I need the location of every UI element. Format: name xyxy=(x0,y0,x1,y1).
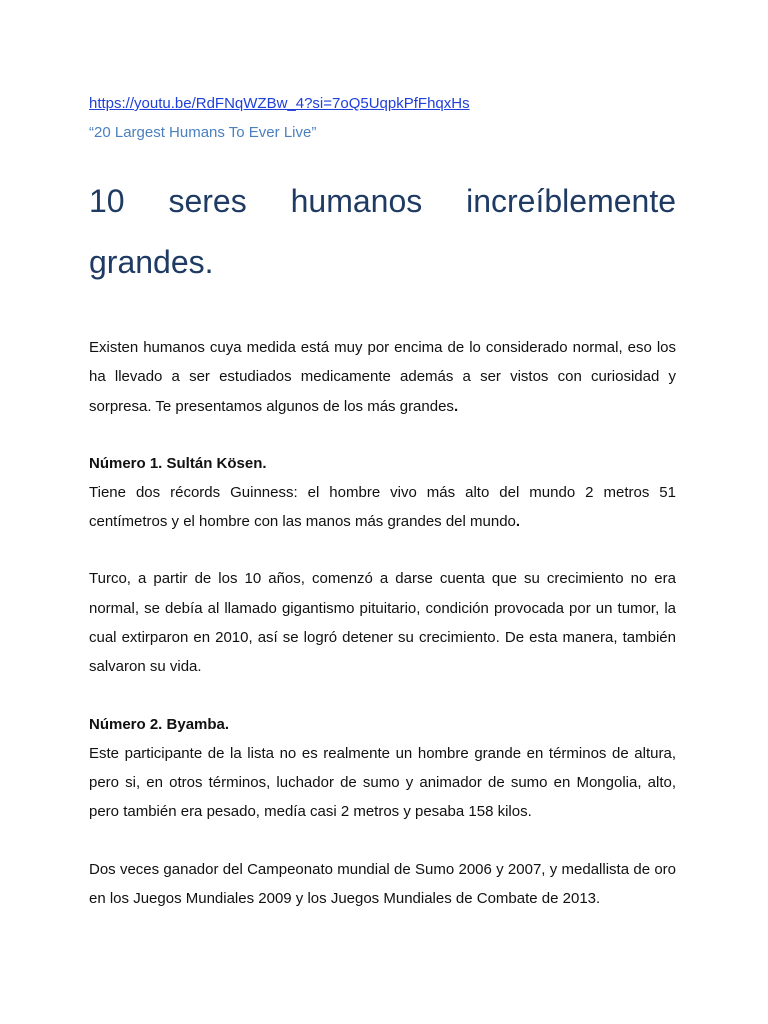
intro-text: Existen humanos cuya medida está muy por encima de lo considerado normal, eso los ha llevado a ser estudiados medicamente además a ser vistos con curiosidad y sorpresa. Te presentamos algunos de los más grandes xyxy=(89,339,676,415)
intro-end-mark: . xyxy=(453,397,459,415)
section-heading-1: Número 1. Sultán Kösen. xyxy=(89,454,267,472)
section-1-paragraph-1-text: Tiene dos récords Guinness: el hombre vivo más alto del mundo 2 metros 51 centímetros y el hombre con las manos más grandes del mundo xyxy=(89,483,676,531)
intro-paragraph xyxy=(89,333,676,421)
video-title: “20 Largest Humans To Ever Live” xyxy=(89,124,317,141)
section-1-paragraph-1 xyxy=(89,478,676,537)
section-heading-2: Número 2. Byamba. xyxy=(89,715,230,733)
section-2-paragraph-2: Dos veces ganador del Campeonato mundial de Sumo 2006 y 2007, y medallista de oro en los Juegos Mundiales 2009 y los Juegos Mundiales de Combate de 2013. xyxy=(89,860,676,907)
section-2-paragraph-1: Este participante de la lista no es realmente un hombre grande en términos de altura, pero si, en otros términos, luchador de sumo y animador de sumo en Mongolia, alto, pero también era pesado, medía casi 2 metros y pesaba 158 kilos. xyxy=(89,744,676,821)
section-1-end-mark: . xyxy=(515,513,521,531)
youtube-link[interactable]: https://youtu.be/RdFNqWZBw_4?si=7oQ5UqpkPfFhqxHs xyxy=(89,95,470,112)
section-1-paragraph-2: Turco, a partir de los 10 años, comenzó a darse cuenta que su crecimiento no era normal, se debía al llamado gigantismo pituitario, condición provocada por un tumor, la cual extirparon en 2010, así se logró detener su crecimiento. De esta manera, también salvaron su vida. xyxy=(89,570,676,676)
article-title: 10 seres humanos increíblemente grandes. xyxy=(89,183,676,280)
